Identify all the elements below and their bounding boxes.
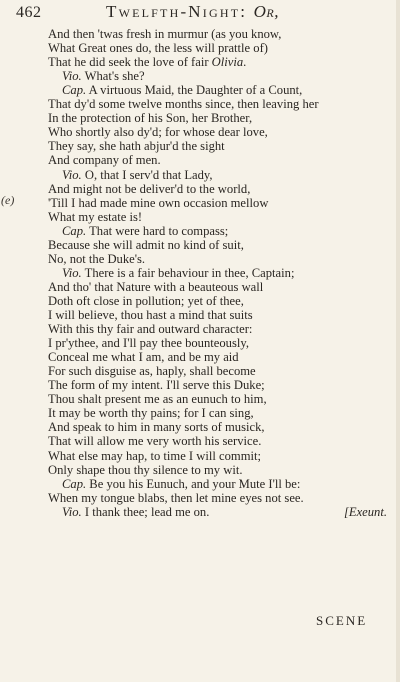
text-line: That dy'd some twelve months since, then leaving her: [48, 97, 319, 111]
page-number: 462: [16, 4, 42, 21]
text-line: Because she will admit no kind of suit,: [48, 238, 244, 252]
text-line: With this thy fair and outward character:: [48, 322, 253, 336]
text-line: In the protection of his Son, her Brother,: [48, 111, 253, 125]
text-line: It may be worth thy pains; for I can sing,: [48, 406, 254, 420]
speaker-name: Vio.: [62, 69, 82, 83]
text-line: Vio. O, that I serv'd that Lady,: [62, 168, 213, 182]
text-line: 'Till I had made mine own occasion mellow: [48, 196, 269, 210]
text-line: Cap. A virtuous Maid, the Daughter of a Count,: [62, 83, 303, 97]
text-line: The form of my intent. I'll serve this Duke;: [48, 378, 265, 392]
text-line: When my tongue blabs, then let mine eyes not see.: [48, 491, 304, 505]
text-line: No, not the Duke's.: [48, 252, 146, 266]
text-line: And tho' that Nature with a beauteous wall: [48, 280, 264, 294]
speaker-name: Vio.: [62, 168, 82, 182]
speaker-name: Cap.: [62, 224, 87, 238]
exeunt-direction: [Exeunt.: [343, 505, 387, 519]
text-line: And might not be deliver'd to the world,: [48, 182, 251, 196]
text-line: Thou shalt present me as an eunuch to him,: [48, 392, 267, 406]
text-line: I will believe, thou hast a mind that suits: [48, 308, 253, 322]
page-edge: [396, 0, 400, 682]
speaker-name: Vio.: [62, 505, 82, 519]
text-line: Only shape thou thy silence to my wit.: [48, 463, 243, 477]
text-line: And company of men.: [48, 153, 161, 167]
speaker-name: Cap.: [62, 477, 87, 491]
text-line: What my estate is!: [48, 210, 143, 224]
text-line: And speak to him in many sorts of musick,: [48, 420, 265, 434]
text-line: Conceal me what I am, and be my aid: [48, 350, 239, 364]
text-line: For such disguise as, haply, shall become: [48, 364, 256, 378]
text-line: I pr'ythee, and I'll pay thee bounteously,: [48, 336, 249, 350]
text-line: That will allow me very worth his service.: [48, 434, 262, 448]
text-line: What else may hap, to time I will commit;: [48, 449, 261, 463]
running-title-sub: Or,: [253, 2, 279, 21]
text-line: Cap. Be you his Eunuch, and your Mute I'll be:: [62, 477, 301, 491]
running-header: [16, 2, 392, 24]
text-line: Vio. What's she?: [62, 69, 145, 83]
text-line: Doth oft close in pollution; yet of thee,: [48, 294, 244, 308]
margin-note: (e): [1, 193, 15, 207]
text-line: They say, she hath abjur'd the sight: [48, 139, 225, 153]
text-line: What Great ones do, the less will prattle of): [48, 41, 268, 55]
text-line: Who shortly also dy'd; for whose dear love,: [48, 125, 268, 139]
text-line: Vio. There is a fair behaviour in thee, Captain;: [62, 266, 295, 280]
text-line: That he did seek the love of fair Olivia.: [48, 55, 247, 69]
running-title: [106, 2, 279, 22]
running-title-main: Twelfth-Night:: [106, 2, 248, 21]
text-line: Vio. I thank thee; lead me on.: [62, 505, 210, 519]
catchword: SCENE: [316, 613, 368, 628]
speaker-name: Vio.: [62, 266, 82, 280]
text-line: And then 'twas fresh in murmur (as you know,: [48, 27, 282, 41]
speaker-name: Cap.: [62, 83, 87, 97]
text-line: Cap. That were hard to compass;: [62, 224, 229, 238]
